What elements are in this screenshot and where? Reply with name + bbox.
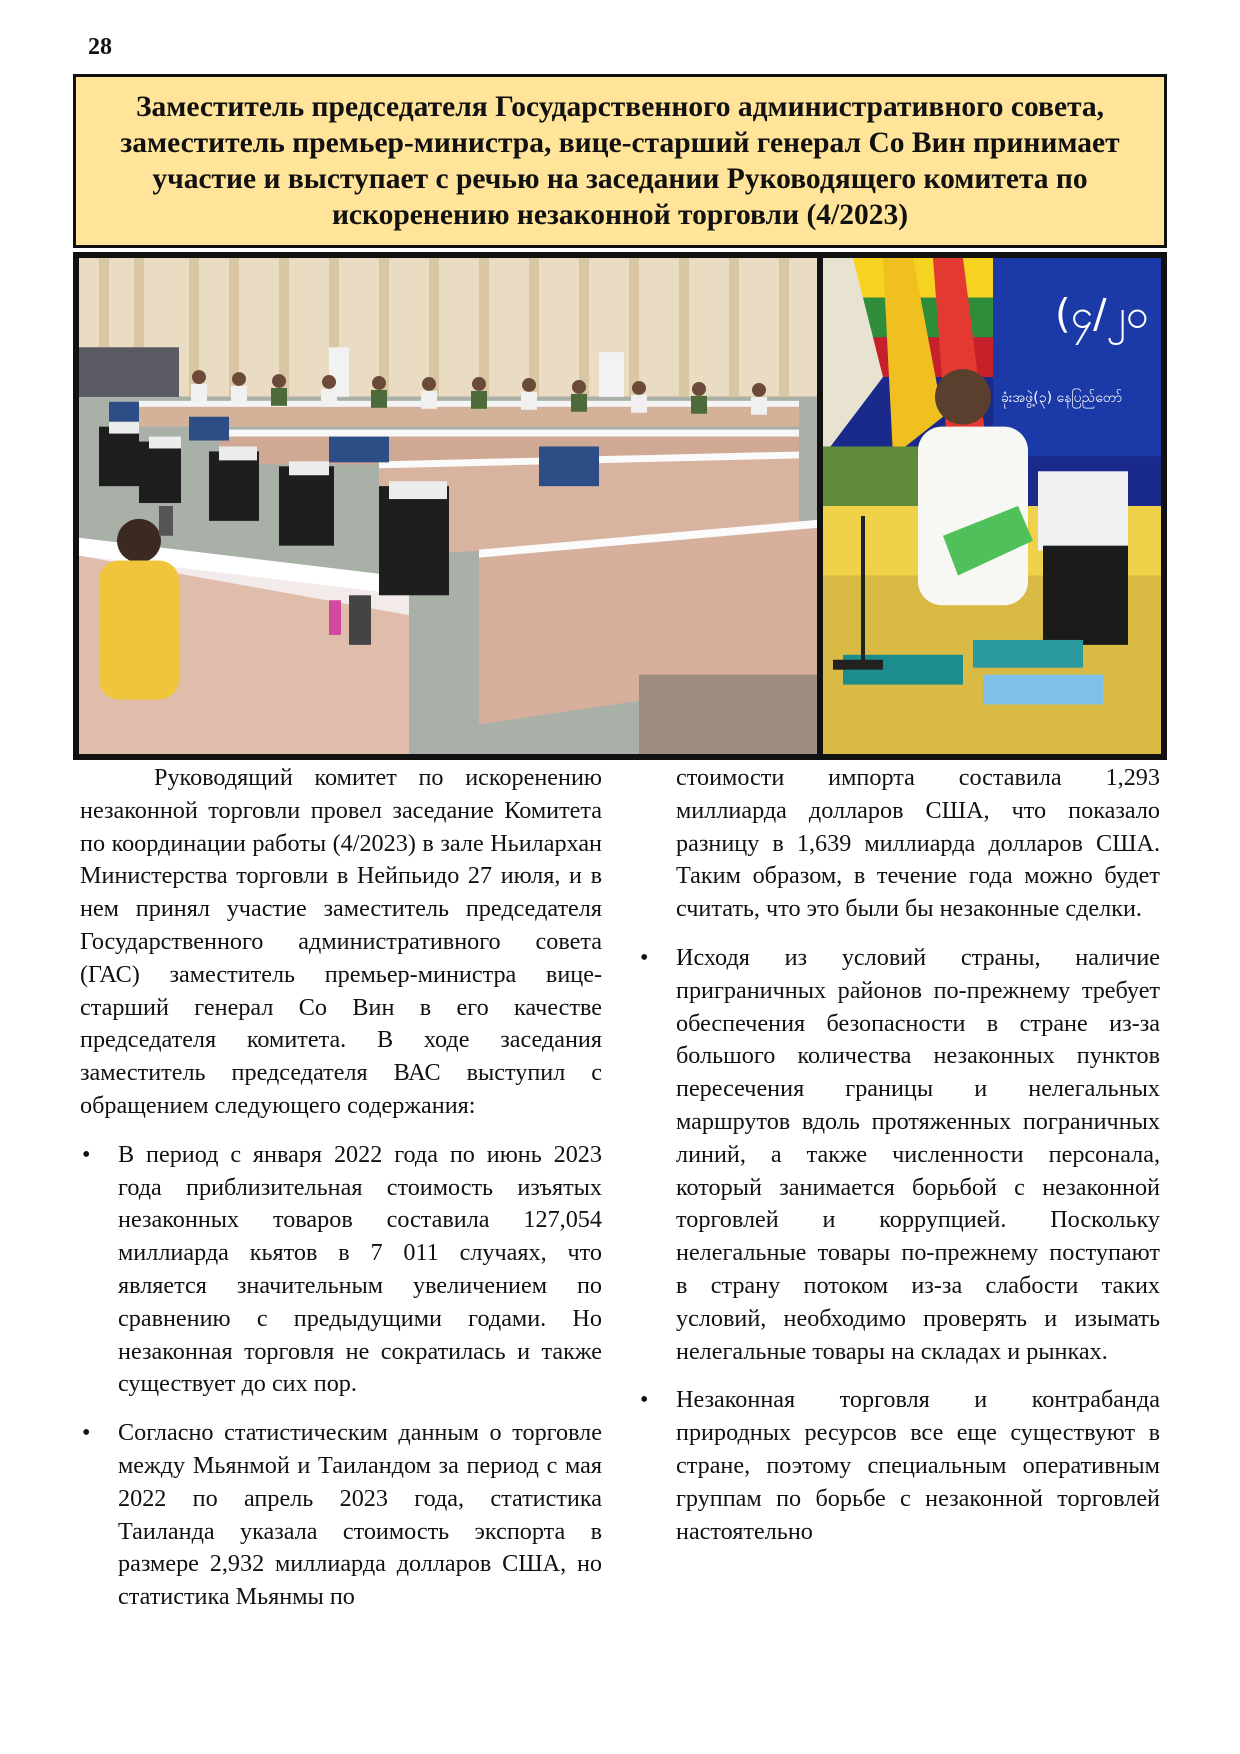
photo-speaker bbox=[823, 258, 1161, 754]
article-intro: Руководящий комитет по искоренению незаконной торговли провел заседание Комитета по координации работы (4/2023) в зале Ньилархан Министерства торговли в Нейпьидо 27 июля, и в нем принял участие заместитель председателя Государственного административного совета (ГАС) заместитель премьер-министра вице-старший генерал Со Вин в его качестве председателя комитета. В ходе заседания заместитель председателя ВАС выступил с обращением следующего содержания: bbox=[80, 764, 602, 1119]
page-number: 28 bbox=[88, 34, 112, 60]
article-column-left bbox=[80, 762, 602, 1614]
article-column-right bbox=[638, 762, 1160, 1548]
headline: Заместитель председателя Государственного административного совета, заместитель премьер-министра, вице-старший генерал Со Вин принимает участие и выступает с речью на заседании Руководящего комитета по искоренению незаконной торговли (4/2023) bbox=[120, 91, 1120, 231]
screen-number-text: (၄/၂၀ bbox=[1055, 291, 1149, 338]
bullet-list-right bbox=[638, 942, 1160, 1548]
screen-caption-text: ခုံးအဖွဲ့(၃) နေပြည်တော် bbox=[1001, 389, 1123, 406]
photo-strip bbox=[73, 252, 1167, 760]
photo-meeting-hall bbox=[79, 258, 817, 754]
bullet-border-conditions: • Исходя из условий страны, наличие приграничных районов по-прежнему требует обеспечения безопасности в стране из-за большого количества незаконных пунктов пересечения границы и нелегальных маршрутов вдоль протяженных пограничных линий, а также численности персонала, который занимается борьбой с незаконной торговлей и коррупцией. Поскольку нелегальные товары по-прежнему поступают в страну потоком из-за слабости таких условий, необходимо проверять и изымать нелегальные товары на складах и рынках. bbox=[638, 942, 1160, 1368]
bullet-natural-resources: • Незаконная торговля и контрабанда природных ресурсов все еще существуют в стране, поэтому специальным оперативным группам по борьбе с незаконной торговлей настоятельно bbox=[638, 1384, 1160, 1548]
bullet-seized-goods: • В период с января 2022 года по июнь 2023 года приблизительная стоимость изъятых незаконных товаров составила 127,054 миллиарда кьятов в 7 011 случаях, что является значительным увеличением по сравнению с предыдущими годами. Но незаконная торговля не сократилась и также существует до сих пор. bbox=[80, 1139, 602, 1401]
headline-box bbox=[73, 74, 1167, 248]
bullet-trade-statistics-continued: стоимости импорта составила 1,293 миллиарда долларов США, что показало разницу в 1,639 миллиарда долларов США. Таким образом, в течение года можно будет считать, что это были бы незаконные сделки. bbox=[676, 764, 1160, 923]
bullet-list-left bbox=[80, 1139, 602, 1614]
bullet-trade-statistics: • Согласно статистическим данным о торговле между Мьянмой и Таиландом за период с мая 2022 по апрель 2023 года, статистика Таиланда указала стоимость экспорта в размере 2,932 миллиарда долларов США, но статистика Мьянмы по bbox=[80, 1417, 602, 1614]
